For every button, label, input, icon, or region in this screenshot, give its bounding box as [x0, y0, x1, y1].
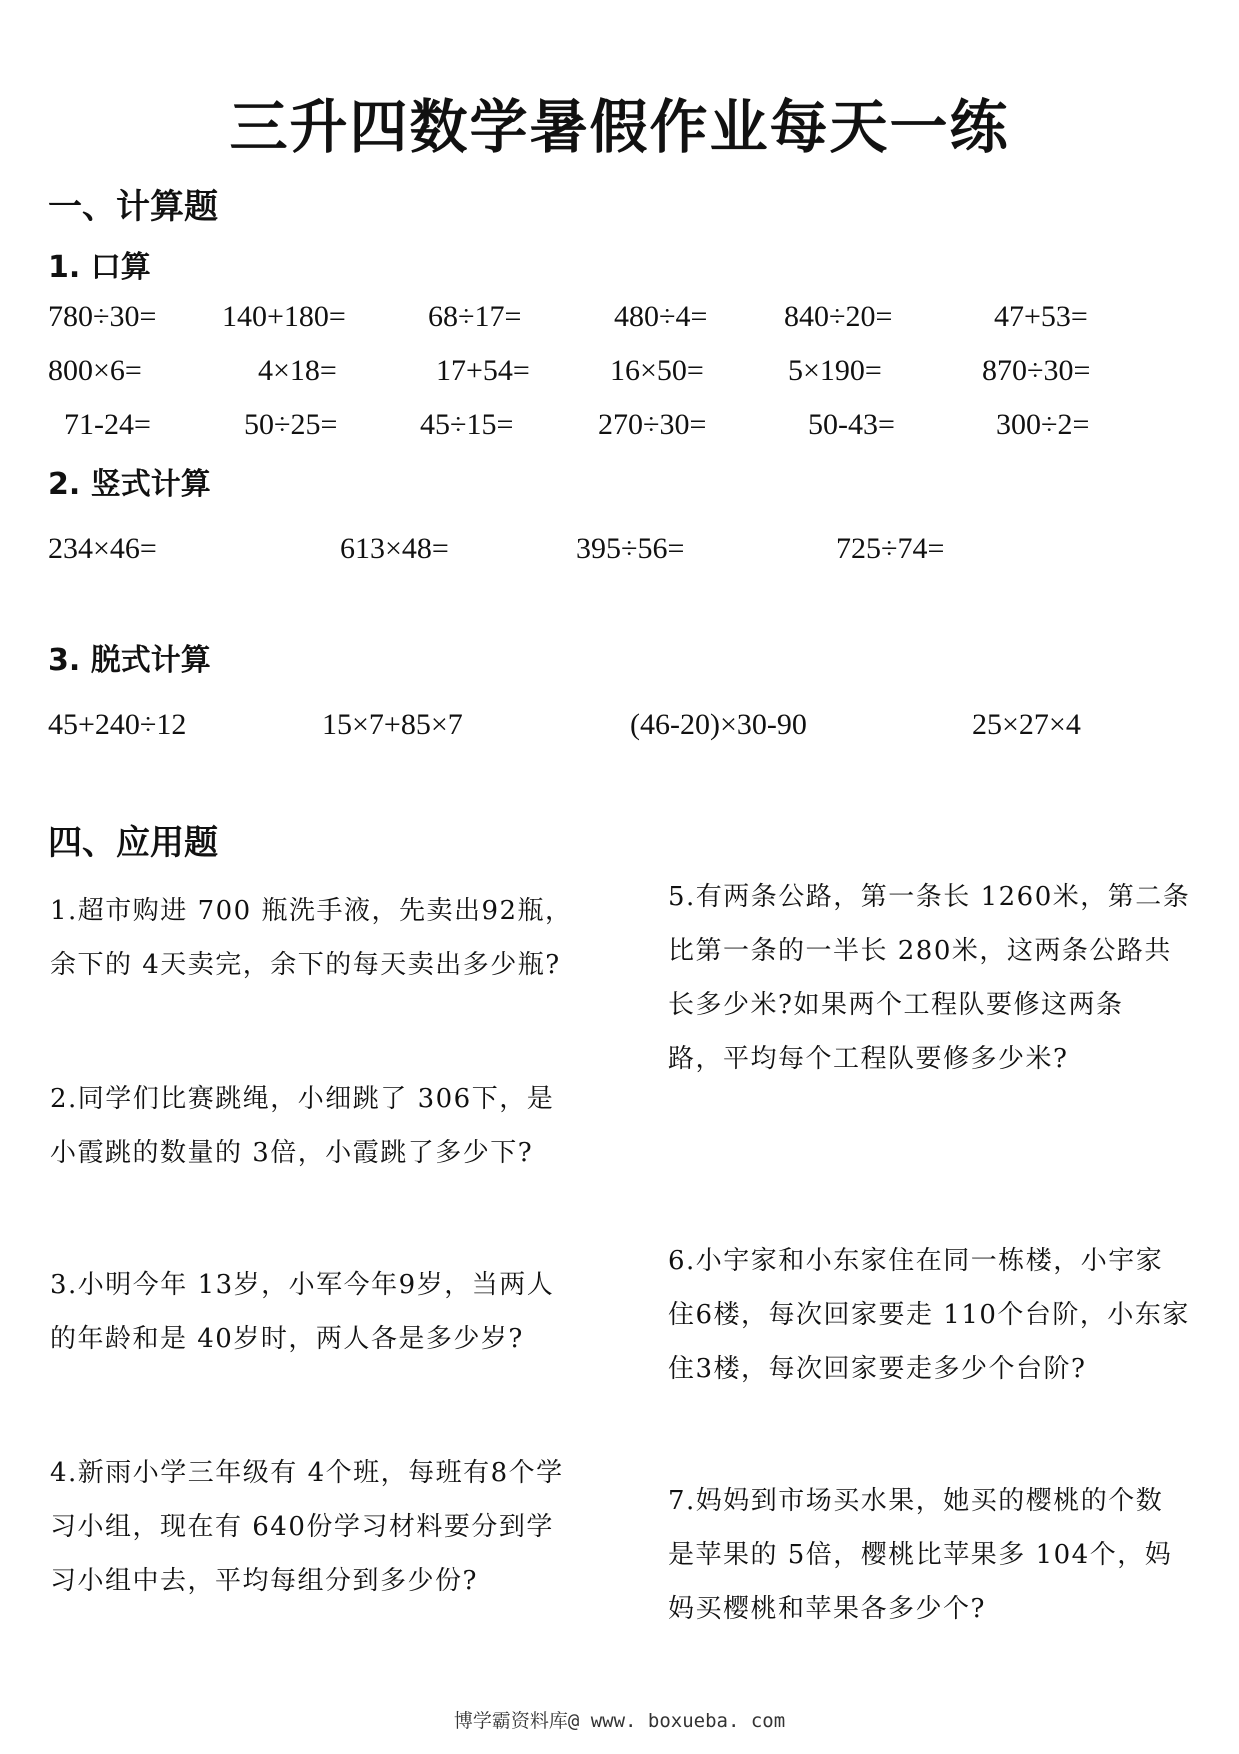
stepwise-item: 15×7+85×7 [322, 708, 463, 741]
problem-line: 1.超市购进 700 瓶洗手液，先卖出92瓶， [50, 896, 573, 926]
vertical-item: 234×46= [48, 532, 157, 565]
word-problem-5 [668, 870, 1190, 1086]
vertical-item: 613×48= [340, 532, 449, 565]
mental-item: 50-43= [808, 408, 895, 441]
problem-line: 余下的 4天卖完，余下的每天卖出多少瓶? [50, 950, 561, 980]
word-problem-4 [50, 1446, 564, 1608]
problem-line: 5.有两条公路，第一条长 1260米，第二条 [668, 882, 1191, 912]
problem-line: 长多少米?如果两个工程队要修这两条 [668, 990, 1124, 1020]
problem-line: 比第一条的一半长 280米，这两条公路共 [668, 936, 1172, 966]
mental-item: 47+53= [994, 300, 1088, 333]
footer-watermark: 博学霸资料库@ www. boxueba. com [453, 1710, 786, 1732]
section-heading-word-problems: 四、应用题 [48, 823, 218, 863]
problem-line: 习小组中去，平均每组分到多少份? [50, 1566, 478, 1596]
section-heading-calculation: 一、计算题 [48, 187, 218, 227]
mental-item: 5×190= [788, 354, 882, 387]
mental-item: 50÷25= [244, 408, 338, 441]
word-problem-7 [668, 1474, 1172, 1636]
vertical-item: 725÷74= [836, 532, 945, 565]
problem-line: 3.小明今年 13岁，小军今年9岁，当两人 [50, 1270, 555, 1300]
problem-line: 的年龄和是 40岁时，两人各是多少岁? [50, 1324, 524, 1354]
vertical-item: 395÷56= [576, 532, 685, 565]
problem-line: 住3楼，每次回家要走多少个台阶? [668, 1354, 1087, 1384]
problem-line: 习小组，现在有 640份学习材料要分到学 [50, 1512, 554, 1542]
stepwise-item: (46-20)×30-90 [630, 708, 807, 741]
word-problem-3 [50, 1258, 554, 1366]
mental-item: 45÷15= [420, 408, 514, 441]
mental-item: 4×18= [258, 354, 337, 387]
problem-line: 6.小宇家和小东家住在同一栋楼，小宇家 [668, 1246, 1164, 1276]
problem-line: 小霞跳的数量的 3倍，小霞跳了多少下? [50, 1138, 534, 1168]
stepwise-item: 45+240÷12 [48, 708, 187, 741]
mental-item: 300÷2= [996, 408, 1090, 441]
mental-item: 71-24= [64, 408, 151, 441]
problem-line: 4.新雨小学三年级有 4个班，每班有8个学 [50, 1458, 564, 1488]
problem-line: 2.同学们比赛跳绳，小细跳了 306下，是 [50, 1084, 555, 1114]
problem-line: 7.妈妈到市场买水果，她买的樱桃的个数 [668, 1486, 1164, 1516]
problem-line: 路，平均每个工程队要修多少米? [668, 1044, 1069, 1074]
mental-item: 870÷30= [982, 354, 1091, 387]
mental-item: 17+54= [436, 354, 530, 387]
problem-line: 是苹果的 5倍，樱桃比苹果多 104个，妈 [668, 1540, 1173, 1570]
subheading-stepwise-calculation: 3. 脱式计算 [48, 643, 211, 678]
problem-line: 妈买樱桃和苹果各多少个? [668, 1594, 986, 1624]
mental-item: 800×6= [48, 354, 142, 387]
mental-item: 780÷30= [48, 300, 157, 333]
mental-item: 480÷4= [614, 300, 708, 333]
stepwise-item: 25×27×4 [972, 708, 1081, 741]
mental-item: 68÷17= [428, 300, 522, 333]
mental-item: 16×50= [610, 354, 704, 387]
subheading-vertical-calculation: 2. 竖式计算 [48, 467, 211, 502]
mental-item: 840÷20= [784, 300, 893, 333]
problem-line: 住6楼，每次回家要走 110个台阶，小东家 [668, 1300, 1190, 1330]
page-title: 三升四数学暑假作业每天一练 [229, 93, 1010, 161]
word-problem-6 [668, 1234, 1190, 1396]
subheading-mental-arithmetic: 1. 口算 [48, 250, 151, 285]
mental-item: 140+180= [222, 300, 346, 333]
word-problem-1 [50, 884, 573, 992]
word-problem-2 [50, 1072, 554, 1180]
mental-item: 270÷30= [598, 408, 707, 441]
